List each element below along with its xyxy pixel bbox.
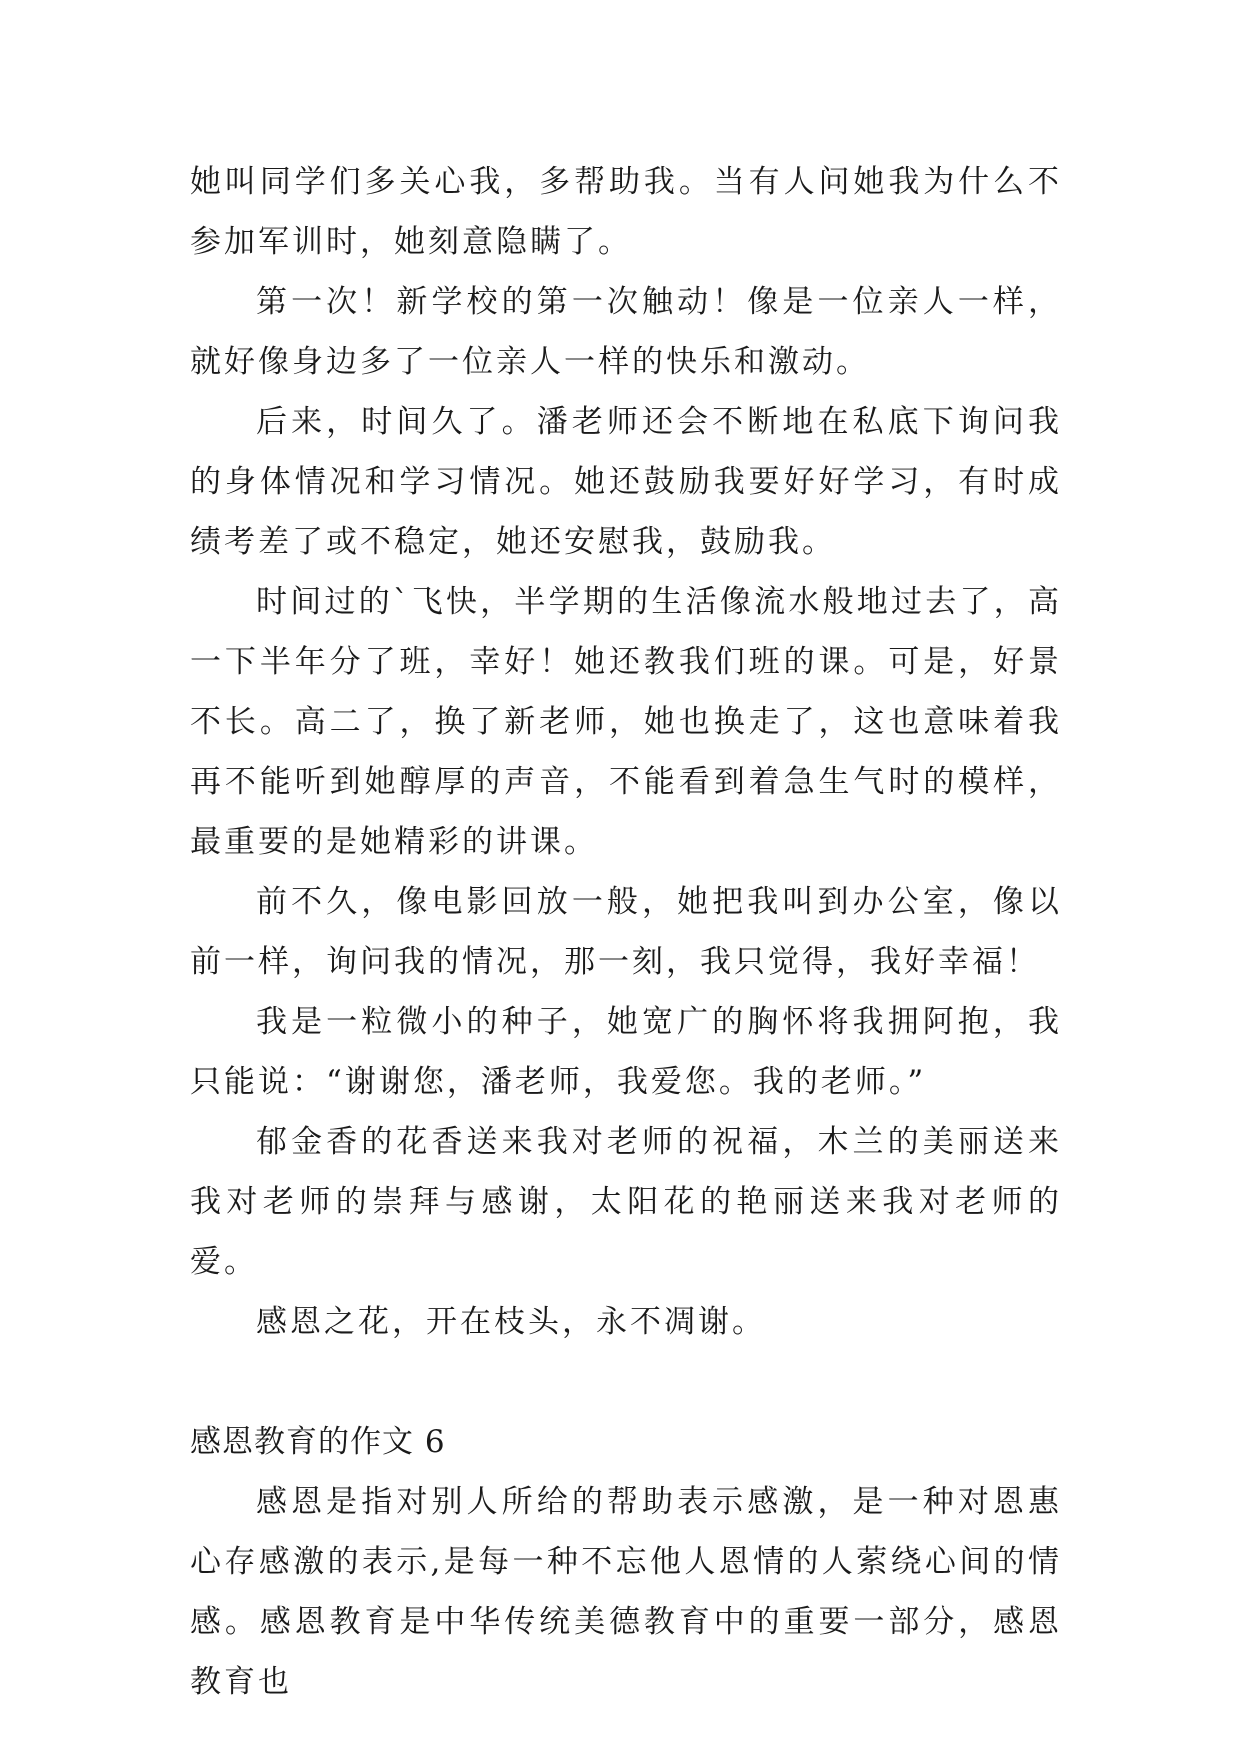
- paragraph-9: 感恩是指对别人所给的帮助表示感激，是一种对恩惠心存感激的表示,是每一种不忘他人恩情的人萦绕心间的情感。感恩教育是中华传统美德教育中的重要一部分，感恩教育也: [190, 1484, 1062, 1700]
- paragraph-1: 她叫同学们多关心我，多帮助我。当有人问她我为什么不参加军训时，她刻意隐瞒了。: [190, 164, 1062, 260]
- section-heading: 感恩教育的作文 6: [190, 1424, 446, 1460]
- paragraph-3: 后来，时间久了。潘老师还会不断地在私底下询问我的身体情况和学习情况。她还鼓励我要好好学习，有时成绩考差了或不稳定，她还安慰我，鼓励我。: [190, 404, 1062, 560]
- paragraph-2: 第一次！新学校的第一次触动！像是一位亲人一样，就好像身边多了一位亲人一样的快乐和激动。: [190, 284, 1062, 380]
- paragraph-8: 感恩之花，开在枝头，永不凋谢。: [256, 1304, 766, 1340]
- paragraph-7: 郁金香的花香送来我对老师的祝福，木兰的美丽送来我对老师的崇拜与感谢，太阳花的艳丽送来我对老师的爱。: [190, 1124, 1062, 1280]
- paragraph-4: 时间过的`飞快，半学期的生活像流水般地过去了，高一下半年分了班，幸好！她还教我们班的课。可是，好景不长。高二了，换了新老师，她也换走了，这也意味着我再不能听到她醇厚的声音，不能看到着急生气时的模样，最重要的是她精彩的讲课。: [190, 584, 1062, 860]
- document-body: [190, 152, 1062, 1712]
- paragraph-5: 前不久，像电影回放一般，她把我叫到办公室，像以前一样，询问我的情况，那一刻，我只觉得，我好幸福！: [190, 884, 1062, 980]
- paragraph-6: 我是一粒微小的种子，她宽广的胸怀将我拥阿抱，我只能说：“谢谢您，潘老师，我爱您。我的老师。”: [190, 1004, 1062, 1100]
